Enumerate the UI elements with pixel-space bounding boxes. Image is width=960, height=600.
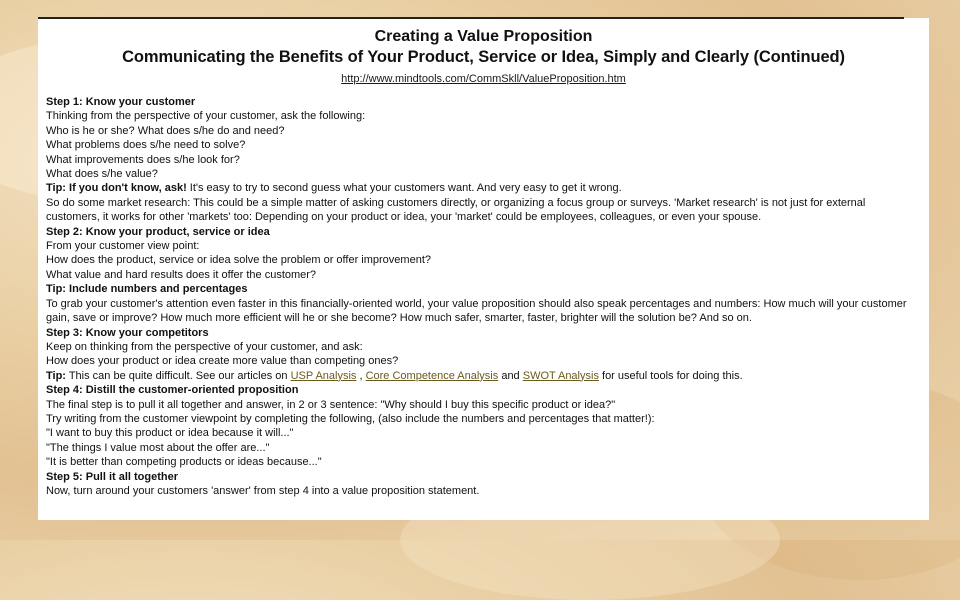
step2-heading: Step 2: Know your product, service or idea xyxy=(46,225,270,238)
step1-line: Who is he or she? What does s/he do and need? xyxy=(46,124,285,137)
step2-tip-label: Tip: Include numbers and percentages xyxy=(46,283,248,296)
step2-line: How does the product, service or idea solve the problem or offer improvement? xyxy=(46,254,431,267)
step4-line: "The things I value most about the offer are..." xyxy=(46,441,270,454)
step3-line: Keep on thinking from the perspective of your customer, and ask: xyxy=(46,340,363,353)
step1-tip-label: Tip: If you don't know, ask! xyxy=(46,182,187,195)
slide-panel xyxy=(38,18,929,520)
step3-line: How does your product or idea create more value than competing ones? xyxy=(46,355,399,368)
step3-tip xyxy=(46,369,918,383)
slide-title: Creating a Value Proposition xyxy=(374,28,593,45)
step1-tip xyxy=(46,181,918,195)
step3-heading: Step 3: Know your competitors xyxy=(46,326,209,339)
step2-line: From your customer view point: xyxy=(46,240,200,253)
body-text xyxy=(46,95,918,498)
step4-line: Try writing from the customer viewpoint by completing the following, (also include the numbers and percentages that matter!): xyxy=(46,412,655,425)
step1-heading: Step 1: Know your customer xyxy=(46,96,196,108)
step4-line: "It is better than competing products or ideas because..." xyxy=(46,456,322,469)
usp-analysis-link[interactable]: USP Analysis xyxy=(290,369,357,382)
step2-line: What value and hard results does it offer the customer? xyxy=(46,268,317,281)
step3-sep: and xyxy=(498,369,523,382)
step5-heading: Step 5: Pull it all together xyxy=(46,470,179,483)
step1-line: Thinking from the perspective of your customer, ask the following: xyxy=(46,110,366,123)
swot-analysis-link[interactable]: SWOT Analysis xyxy=(522,369,599,382)
step2-tip-more: To grab your customer's attention even faster in this financially-oriented world, your value proposition should also speak percentages and numbers: How much will your customer gain, save or improve? How much more efficient will he or she become? How much safer, smarter, faster, brighter will the solution be? And so on. xyxy=(46,297,907,325)
step4-line: The final step is to pull it all together and answer, in 2 or 3 sentence: "Why should I buy this specific product or idea?" xyxy=(46,398,616,411)
step1-line: What does s/he value? xyxy=(46,168,158,181)
step1-line: What improvements does s/he look for? xyxy=(46,153,240,166)
title-block xyxy=(38,26,929,86)
step1-line: What problems does s/he need to solve? xyxy=(46,139,246,152)
source-link[interactable]: http://www.mindtools.com/CommSkll/ValueProposition.htm xyxy=(341,73,626,85)
step1-tip-text: It's easy to try to second guess what your customers want. And very easy to get it wrong. xyxy=(186,182,622,195)
step4-line: "I want to buy this product or idea because it will..." xyxy=(46,427,294,440)
top-divider xyxy=(38,17,904,19)
step3-sep: , xyxy=(356,369,366,382)
step5-line: Now, turn around your customers 'answer' from step 4 into a value proposition statement. xyxy=(46,484,480,497)
step3-tip-post: for useful tools for doing this. xyxy=(598,369,743,382)
step3-tip-label: Tip: xyxy=(46,369,66,382)
source-url-line xyxy=(38,72,929,86)
slide-subtitle: Communicating the Benefits of Your Product, Service or Idea, Simply and Clearly (Continued) xyxy=(122,48,845,66)
core-competence-link[interactable]: Core Competence Analysis xyxy=(365,369,499,382)
step3-tip-pre: This can be quite difficult. See our articles on xyxy=(65,369,291,382)
step1-tip-more: So do some market research: This could be a simple matter of asking customers directly, or organizing a focus group or surveys. 'Market research' is not just for external customers, it works for other 'markets' too: Depending on your product or idea, your 'market' could be employees, colleagues, or even your spouse. xyxy=(46,196,866,224)
step4-heading: Step 4: Distill the customer-oriented proposition xyxy=(46,384,299,397)
